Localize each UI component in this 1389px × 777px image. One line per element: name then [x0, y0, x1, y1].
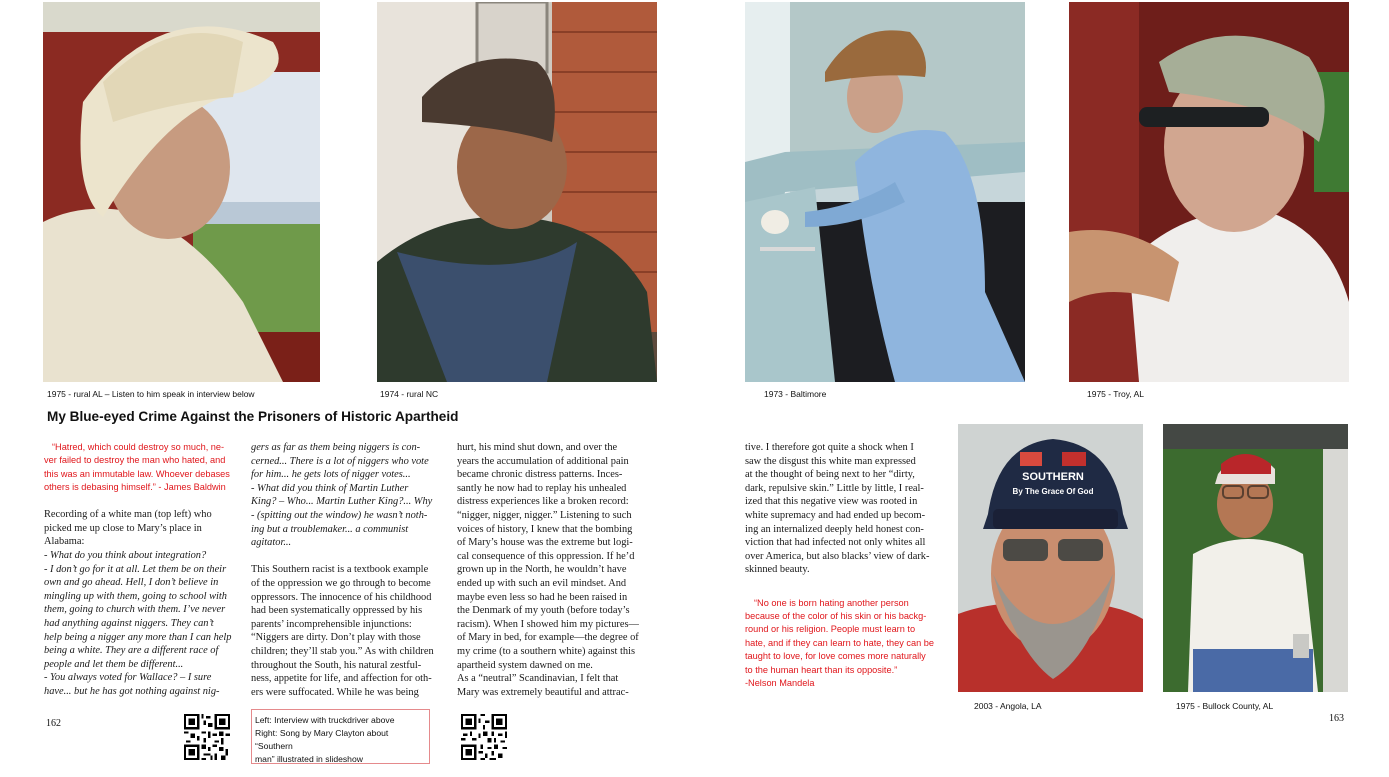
- photo-man-cafe-window: [745, 2, 1025, 382]
- text-column-2: gers as far as them being niggers is con- cerned... There is a lot of niggers who vote for him... he gets lots of nigger votes... - What did you think of Martin Luther King? – Who... Martin Luther King?... Why - (spitting out the window) he wasn’t noth- ing but a troublemaker... a communist agitator... This Southern racist is a textbook example of the oppression we go through to become oppressors. The innocence of his childhood had been systematically oppressed by his parents’ incomprehensible injunctions: “Niggers are dirty. Don’t play with those children; they’ll stab you.” As with children throughout the South, his natural zestful- ness, appetite for life, and affection for oth- ers were suffocated. While he was being: [251, 442, 434, 698]
- caption-photo-3: 1973 - Baltimore: [764, 389, 827, 399]
- note-line-slideshow: man” illustrated in slideshow: [255, 754, 363, 764]
- caption-photo-1: 1975 - rural AL – Listen to him speak in interview below: [47, 389, 255, 399]
- note-line-left: Left: Interview with truckdriver above: [255, 715, 395, 725]
- page-number-right: 163: [1329, 713, 1344, 724]
- text-column-1: “Hatred, which could destroy so much, ne- ver failed to destroy the man who hated, and this was an immutable law. Whoever debases others is debasing himself.” - James Baldwin Recording of a white man (top left) who picked me up close to Mary’s place in Alabama: - What do you think about integration? - I don’t go for it at all. Let them be on their own and go ahead. Hell, I don’t believe in mingling up with them, going to school with them, going to church with them. I’ve never had anything against niggers. They can’t help being a nigger any more than I can help being a white. They are a different race of people and let them be different... - You always voted for Wallace? – I sure have... but he has got nothing against nig-: [44, 441, 244, 699]
- quote-nelson-mandela: “No one is born hating another person because of the color of his skin or his backg- round or his religion. People must learn to hate, and if they can learn to hate, they can be taught to love, for love comes more naturally to the human heart than its opposite.” -Nelson Mandela: [745, 597, 934, 688]
- text-column-3: hurt, his mind shut down, and over the years the accumulation of additional pain became chronic distress patterns. Inces- santly he now had to replay his unhealed distress experiences like a broken record: “nigger, nigger, nigger.” Listening to such voices of history, I knew that the bombing of Mary’s house was the extreme but logi- cal consequence of this oppression. If he’d grown up in the North, he wouldn’t have ended up with such an evil mindset. And maybe even less so had he been raised in the Denmark of my youth (before today’s racism). When I showed him my pictures— of Mary in bed, for example—the degree of my crime (to a southern white) against this apartheid system dawned on me. As a “neutral” Scandinavian, I felt that Mary was extremely beautiful and attrac-: [457, 442, 639, 698]
- caption-photo-2: 1974 - rural NC: [380, 389, 439, 399]
- quote-james-baldwin: “Hatred, which could destroy so much, ne- ver failed to destroy the man who hated, and this was an immutable law. Whoever debases others is debasing himself.” - James Baldwin: [44, 442, 230, 493]
- caption-photo-6: 1975 - Bullock County, AL: [1176, 701, 1274, 711]
- page-number-left: 162: [46, 718, 61, 729]
- qr-code-interview-truckdriver[interactable]: [184, 714, 230, 760]
- photo-man-overalls-cap: [377, 2, 657, 382]
- photo-young-man-trucker-cap: [1163, 424, 1348, 692]
- text-column-4: tive. I therefore got quite a shock when I saw the disgust this white man expressed at the thought of being next to her “dirty, dark, repulsive skin.” Little by little, I real- ized that this negative view was rooted in white supremacy and had ended up becom- ing an internalized deeply held honest con- viction that had infected not only whites all over America, but also blacks’ view of dark- skinned beauty. “No one is born hating another person because of the color of his skin or his backg- round or his religion. People must learn to hate, and if they can learn to hate, they can be taught to love, for love comes more naturally to the human heart than its opposite.” -Nelson Mandela: [745, 441, 950, 690]
- photo-man-sunglasses-cap: [1069, 2, 1349, 382]
- cap-text-grace: By The Grace Of God: [1012, 487, 1094, 496]
- qr-note-box: [251, 709, 430, 764]
- caption-photo-4: 1975 - Troy, AL: [1087, 389, 1145, 399]
- photo-bearded-man-southern-cap: [958, 424, 1143, 692]
- photo-man-cowboy-hat-truck: [43, 2, 320, 382]
- cap-text-southern: SOUTHERN: [1022, 471, 1084, 483]
- qr-code-song-slideshow[interactable]: [461, 714, 507, 760]
- caption-photo-5: 2003 - Angola, LA: [974, 701, 1042, 711]
- article-title: My Blue-eyed Crime Against the Prisoners of Historic Apartheid: [47, 409, 459, 424]
- note-line-right: Right: Song by Mary Clayton about “Southern: [255, 728, 389, 751]
